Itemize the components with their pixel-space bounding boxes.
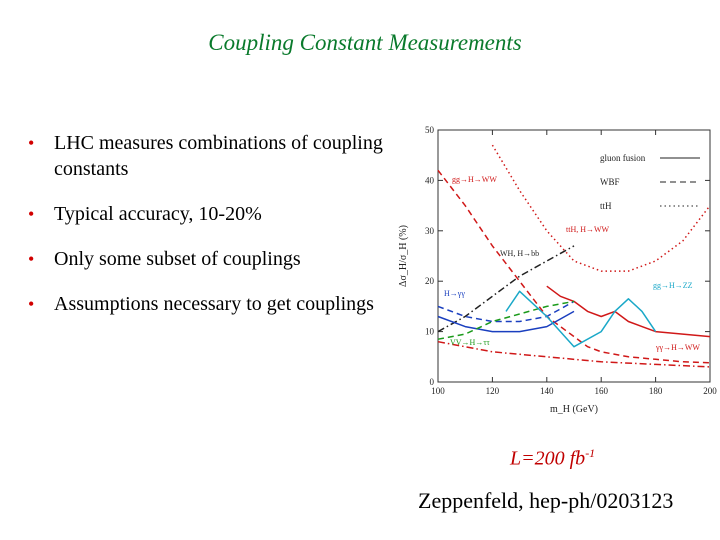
legend-label: WBF: [600, 177, 620, 187]
luminosity-label: [510, 446, 595, 471]
y-tick-label: 30: [425, 225, 434, 236]
chart-svg: [390, 118, 720, 423]
bullet-list: [28, 130, 388, 336]
chart-annotation: γγ→H→WW: [656, 343, 700, 352]
chart-annotation: WH, H→bb: [500, 249, 540, 258]
x-tick-label: 100: [431, 386, 445, 396]
chart-annotation: ttH, H→WW: [566, 225, 610, 234]
y-axis-label: Δσ_H/σ_H (%): [398, 225, 409, 287]
chart-annotation: H→γγ: [444, 289, 465, 298]
slide-title: Coupling Constant Measurements: [208, 30, 522, 55]
y-tick-label: 0: [429, 377, 434, 387]
legend-label: ttH: [600, 201, 612, 211]
y-tick-label: 50: [425, 125, 434, 135]
bullet-text: Only some subset of couplings: [54, 248, 301, 270]
series-line-7: [438, 301, 574, 339]
chart-annotation: gg→H→ZZ: [653, 281, 693, 290]
y-tick-label: 40: [425, 175, 434, 186]
y-tick-label: 10: [425, 326, 434, 337]
chart-axes: [398, 125, 717, 415]
series-line-2: [547, 286, 710, 336]
x-tick-label: 180: [648, 386, 663, 396]
bullet-dot-icon: •: [28, 133, 35, 153]
x-axis-label: m_H (GeV): [549, 404, 599, 415]
x-tick-label: 160: [594, 386, 608, 396]
bullet-item: [28, 291, 388, 317]
luminosity-exponent: -1: [585, 446, 596, 460]
chart-annotation: VV→H→ττ: [450, 338, 490, 347]
chart-annotations: [444, 175, 700, 352]
chart-container: [390, 118, 720, 428]
bullet-dot-icon: •: [28, 294, 35, 314]
citation: Zeppenfeld, hep-ph/0203123: [418, 488, 674, 513]
x-tick-label: 200: [703, 386, 717, 396]
bullet-dot-icon: •: [28, 249, 35, 269]
x-tick-label: 140: [540, 386, 554, 396]
bullet-item: [28, 246, 388, 272]
bullet-item: [28, 201, 388, 227]
bullet-text: Typical accuracy, 10-20%: [54, 203, 262, 225]
bullet-text: Assumptions necessary to get couplings: [54, 293, 374, 315]
bullet-item: [28, 130, 388, 182]
legend-label: gluon fusion: [600, 153, 646, 163]
bullet-text: LHC measures combinations of coupling constants: [54, 132, 383, 180]
chart-annotation: gg→H→WW: [452, 175, 497, 184]
luminosity-text: L=200 fb: [510, 447, 586, 470]
y-tick-label: 20: [425, 276, 434, 287]
bullet-dot-icon: •: [28, 204, 35, 224]
chart-legend: [600, 153, 700, 211]
series-line-0: [438, 170, 710, 362]
series-line-8: [506, 291, 656, 346]
x-tick-label: 120: [485, 386, 500, 396]
